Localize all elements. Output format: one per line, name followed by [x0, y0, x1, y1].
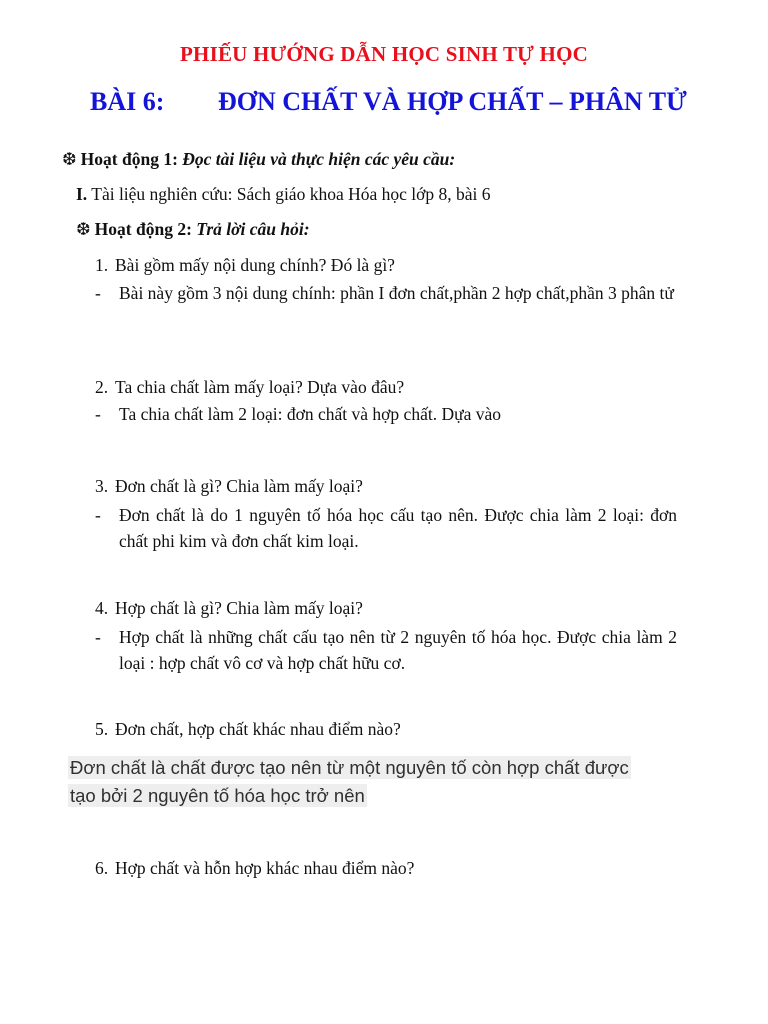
activity-2-text: Trả lời câu hỏi:: [196, 219, 310, 239]
question-text: Đơn chất, hợp chất khác nhau điểm nào?: [115, 719, 401, 739]
answer-4: [95, 624, 677, 676]
question-number: 1.: [95, 255, 109, 275]
answer-dash: -: [95, 404, 101, 424]
section-1-label: I.: [76, 184, 88, 204]
section-1: [76, 183, 491, 205]
lesson-name: ĐƠN CHẤT VÀ HỢP CHẤT – PHÂN TỬ: [218, 87, 687, 116]
activity-1-heading: [62, 148, 455, 170]
question-text: Ta chia chất làm mấy loại? Dựa vào đâu?: [115, 377, 405, 397]
flower-bullet-icon: ❆: [76, 219, 91, 239]
question-number: 4.: [95, 598, 109, 618]
question-number: 6.: [95, 858, 109, 878]
question-text: Hợp chất là gì? Chia làm mấy loại?: [115, 598, 363, 618]
answer-text: Đơn chất là do 1 nguyên tố hóa học cấu tạo nên. Được chia làm 2 loại: đơn chất phi kim và đơn chất kim loại.: [119, 505, 677, 551]
answer-3: [95, 502, 677, 554]
activity-2-heading: [76, 218, 310, 240]
activity-2-label: Hoạt động 2:: [94, 219, 192, 239]
question-text: Đơn chất là gì? Chia làm mấy loại?: [115, 476, 363, 496]
answer-1: [95, 282, 677, 304]
typed-answer: [68, 754, 680, 810]
activity-1-text: Đọc tài liệu và thực hiện các yêu cầu:: [182, 149, 456, 169]
flower-bullet-icon: ❆: [62, 149, 77, 169]
answer-dash: -: [95, 283, 101, 303]
answer-text: Hợp chất là những chất cấu tạo nên từ 2 nguyên tố hóa học. Được chia làm 2 loại : hợp chất vô cơ và hợp chất hữu cơ.: [119, 627, 677, 673]
answer-text: Bài này gồm 3 nội dung chính: phần I đơn chất,phần 2 hợp chất,phần 3 phân tử: [119, 283, 674, 303]
answer-text: Ta chia chất làm 2 loại: đơn chất và hợp chất. Dựa vào: [119, 404, 501, 424]
question-text: Bài gồm mấy nội dung chính? Đó là gì?: [115, 255, 395, 275]
typed-answer-line-1: Đơn chất là chất được tạo nên từ một nguyên tố còn hợp chất được: [70, 757, 629, 778]
activity-1-label: Hoạt động 1:: [80, 149, 178, 169]
answer-2: [95, 403, 677, 425]
question-number: 2.: [95, 377, 109, 397]
section-1-text: Tài liệu nghiên cứu: Sách giáo khoa Hóa học lớp 8, bài 6: [91, 184, 491, 204]
typed-answer-line-2: tạo bởi 2 nguyên tố hóa học trở nên: [70, 785, 365, 806]
worksheet-title: PHIẾU HƯỚNG DẪN HỌC SINH TỰ HỌC: [180, 42, 588, 66]
answer-dash: -: [95, 627, 101, 647]
question-number: 5.: [95, 719, 109, 739]
answer-dash: -: [95, 505, 101, 525]
question-number: 3.: [95, 476, 109, 496]
question-text: Hợp chất và hỗn hợp khác nhau điểm nào?: [115, 858, 415, 878]
lesson-number: BÀI 6:: [90, 87, 165, 116]
